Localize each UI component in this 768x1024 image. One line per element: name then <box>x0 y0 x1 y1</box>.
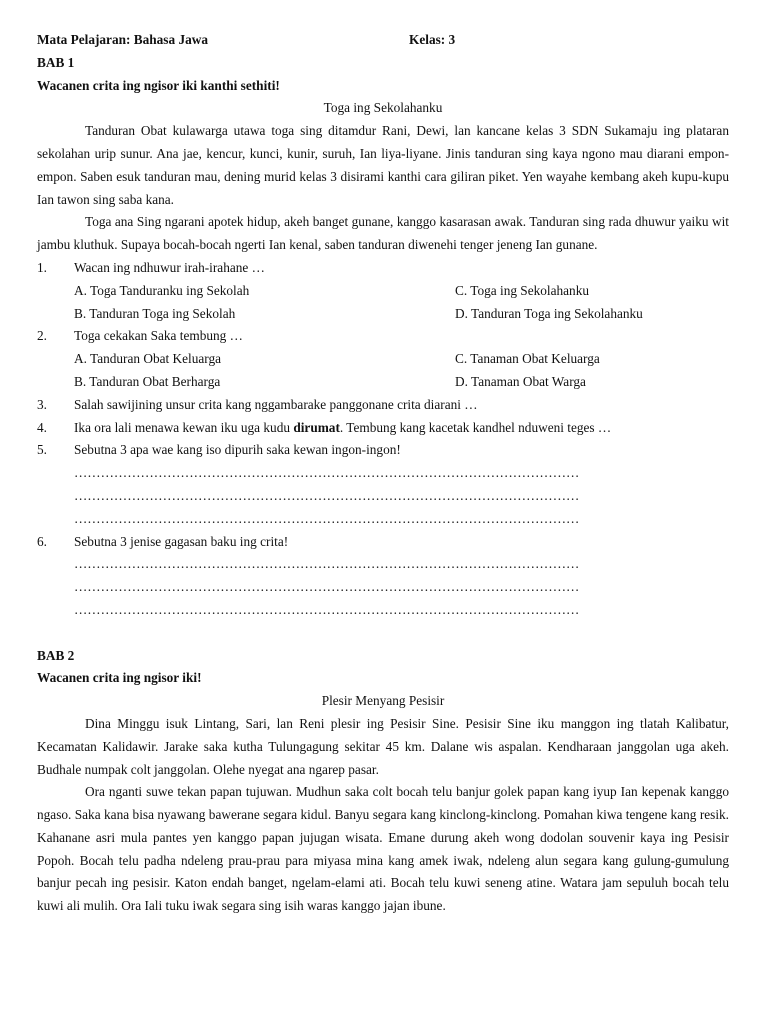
question-text: Salah sawijining unsur crita kang nggambarake panggonane crita diarani … <box>74 396 478 412</box>
answer-line[interactable]: …………………………………………………………………………………………………… <box>74 465 580 481</box>
question-number: 5. <box>37 442 47 458</box>
question-3 <box>37 394 729 417</box>
worksheet-header <box>37 29 729 52</box>
option-c: C. Tanaman Obat Keluarga <box>455 351 600 367</box>
bab2-title: BAB 2 <box>37 647 75 663</box>
answer-line[interactable]: …………………………………………………………………………………………………… <box>74 487 580 503</box>
question-number: 6. <box>37 533 47 549</box>
question-1-options-row-1 <box>37 280 729 303</box>
bab2-story-title: Plesir Menyang Pesisir <box>321 693 445 709</box>
bab1-instruction: Wacanen crita ing ngisor iki kanthi sethiti! <box>37 77 280 93</box>
question-number: 1. <box>37 259 47 275</box>
question-text-after: . Tembung kang kacetak kandhel nduweni teges … <box>339 419 612 435</box>
question-text <box>74 417 611 440</box>
bab2-paragraph-1: Dina Minggu isuk Lintang, Sari, lan Reni plesir ing Pesisir Sine. Pesisir Sine iku manggon ing tlatah Kalibatur, Kecamatan Kalidawir. Jarake saka kutha Tulungagung sekitar 45 km. Dalane wis aspalan. Kendharaan janggolan uga akeh. Budhale numpak colt janggolan. Olehe nyegat ana ngarep pasar. <box>37 715 729 777</box>
option-a: A. Toga Tanduranku ing Sekolah <box>74 282 250 298</box>
grade-label: Kelas: 3 <box>409 32 456 47</box>
question-text: Sebutna 3 jenise gagasan baku ing crita! <box>74 533 289 549</box>
option-a: A. Tanduran Obat Keluarga <box>74 351 222 367</box>
option-d: D. Tanaman Obat Warga <box>455 373 586 389</box>
answer-line[interactable]: …………………………………………………………………………………………………… <box>74 556 580 572</box>
answer-line[interactable]: …………………………………………………………………………………………………… <box>74 510 580 526</box>
question-text: Toga cekakan Saka tembung … <box>74 328 243 344</box>
question-1-options-row-2 <box>37 303 729 326</box>
question-number: 4. <box>37 419 47 435</box>
question-text-before: Ika ora lali menawa kewan iku uga kudu <box>74 419 294 435</box>
bab1-title: BAB 1 <box>37 54 75 70</box>
bab1-paragraph-1: Tanduran Obat kulawarga utawa toga sing ditamdur Rani, Dewi, lan kancane kelas 3 SDN Sukamaju ing plataran sekolahan urip sunur. Ana jae, kencur, kunci, kunir, suruh, Ian liya-liyane. Jinis tanduran sing kaya ngono mau diarani empon-empon. Saben esuk tanduran mau, dening murid kelas 3 disirami kanthi cara giliran piket. Yen wayahe kembang akeh kupu-kupu Ian tawon sing saba kana. <box>37 123 729 207</box>
bab2-paragraph-2: Ora nganti suwe tekan papan tujuwan. Mudhun saka colt bocah telu banjur golek papan kang iyup Ian kepenak kanggo ngaso. Saka kana bisa nyawang bawerane segara kidul. Banyu segara kang kinclong-kinclong. Pomahan kiwa tengene kang resik. Kahanane asri mula pantes yen kanggo papan jujugan wisata. Emane durung akeh wong dodolan souvenir kaya ing Pesisir Popoh. Bocah telu padha ndeleng prau-prau para miyasa mina kang amek iwak, ndeleng alun segara kang gulung-gumulung banjur pecah ing pesisir. Katon endah banget, ngelam-elami ati. Bocah telu kuwi seneng atine. Watara jam sepuluh bocah telu kuwi ali mulih. Ora Iali tuku iwak segara sing isih waras kanggo jajan ibune. <box>37 784 729 914</box>
option-b: B. Tanduran Toga ing Sekolah <box>74 305 236 321</box>
bab1-story-title: Toga ing Sekolahanku <box>323 100 443 116</box>
subject-label: Mata Pelajaran: Bahasa Jawa <box>37 32 208 47</box>
question-2-options-row-2 <box>37 371 729 394</box>
option-c: C. Toga ing Sekolahanku <box>455 282 589 298</box>
option-d: D. Tanduran Toga ing Sekolahanku <box>455 305 643 321</box>
bab1-paragraph-2: Toga ana Sing ngarani apotek hidup, akeh banget gunane, kanggo kasarasan awak. Tanduran sing rada dhuwur yaiku wit jambu kluthuk. Supaya bocah-bocah ngerti Ian kenal, saben tanduran diwenehi tenger jeneng Ian gunane. <box>37 214 729 253</box>
question-4 <box>37 417 729 440</box>
section-spacer <box>37 622 729 645</box>
question-6 <box>37 531 729 554</box>
question-number: 2. <box>37 328 47 344</box>
worksheet-page <box>37 29 729 918</box>
bab2-instruction: Wacanen crita ing ngisor iki! <box>37 670 202 686</box>
question-2 <box>37 325 729 348</box>
question-number: 3. <box>37 396 47 412</box>
question-5 <box>37 439 729 462</box>
bold-keyword: dirumat <box>293 419 340 435</box>
question-text: Wacan ing ndhuwur irah-irahane … <box>74 259 265 275</box>
option-b: B. Tanduran Obat Berharga <box>74 373 221 389</box>
question-2-options-row-1 <box>37 348 729 371</box>
answer-line[interactable]: …………………………………………………………………………………………………… <box>74 601 580 617</box>
question-1 <box>37 257 729 280</box>
question-text: Sebutna 3 apa wae kang iso dipurih saka kewan ingon-ingon! <box>74 442 401 458</box>
answer-line[interactable]: …………………………………………………………………………………………………… <box>74 579 580 595</box>
